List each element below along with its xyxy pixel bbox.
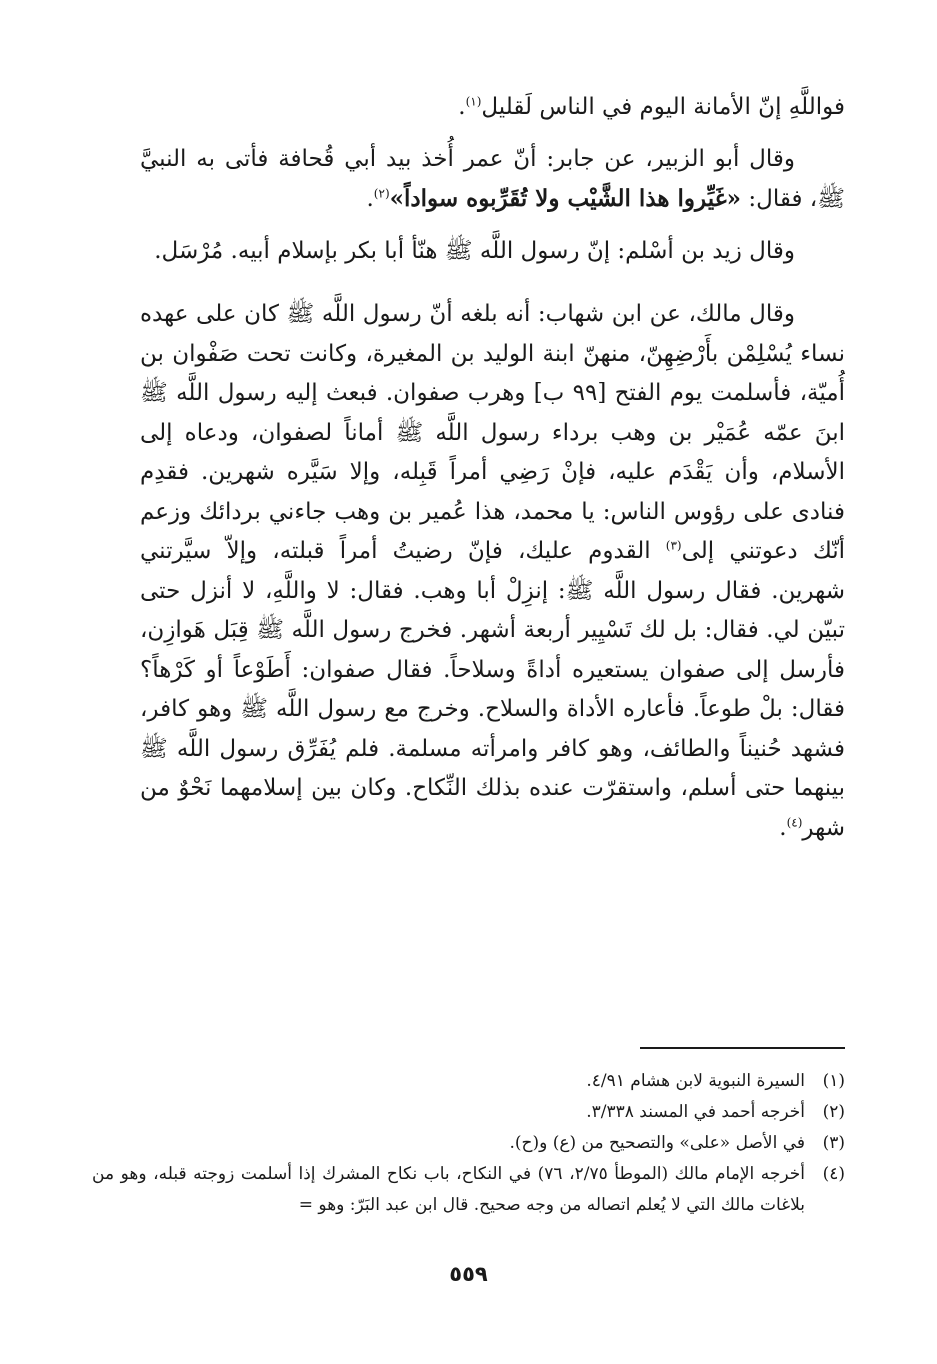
footnote-3 (92, 1128, 845, 1159)
paragraph-2-end: . (366, 186, 374, 212)
footnote-ref-4: (٤) (786, 814, 803, 829)
footnote-4 (92, 1159, 845, 1221)
main-text (140, 88, 845, 848)
prophetic-quote: «غَيِّروا هذا الشَّيْب ولا تُقَرِّبوه سواداً» (389, 185, 742, 212)
paragraph-4 (140, 295, 845, 848)
footnote-text: في الأصل «على» والتصحيح من (ع) و(ح). (509, 1133, 805, 1153)
footnote-number: (٤) (822, 1164, 845, 1184)
footnote-ref-3: (٣) (665, 538, 682, 553)
footnote-2 (92, 1097, 845, 1128)
paragraph-1-text: فواللَّهِ إنّ الأمانة اليوم في الناس لَقليل (481, 94, 845, 120)
footnote-text: أخرجه أحمد في المسند ٣/٣٣٨. (586, 1102, 805, 1122)
footnote-divider (640, 1047, 845, 1049)
paragraph-4-text-a: وقال مالك، عن ابن شهاب: أنه بلغه أنّ رسول اللَّه ﷺ كان على عهده نساء يُسْلِمْن بأَرْضِهِنّ، منهنّ ابنة الوليد بن المغيرة، وكانت تحت صَفْوان بن أُميّة، فأسلمت يوم الفتح [٩٩ ب] وهرب صفوان. فبعث إليه رسول اللَّه ﷺ ابنَ عمّه عُمَيْر بن وهب برداء رسول اللَّه ﷺ أماناً لصفوان، ودعاه إلى الأسلام، وأن يَقْدَم عليه، فإنْ رَضِي أمراً قَبِله، وإلا سَيَّره شهرين. فقدِم فنادى على رؤوس الناس: يا محمد، هذا عُمير بن وهب جاءني بردائك وزعم أنّك دعوتني إلى (140, 301, 845, 564)
paragraph-3 (140, 232, 845, 272)
paragraph-4-text-b: القدوم عليك، فإنّ رضيتُ أمراً قبلته، وإلاّ سيَّرتني شهرين. فقال رسول اللَّه ﷺ: إنزِلْ أبا وهب. فقال: لا واللَّهِ، لا أنزل حتى تبيّن لي. فقال: بل لك تَسْيِير أربعة أشهر. فخرج رسول اللَّه ﷺ قِبَل هَوازِن، فأرسل إلى صفوان يستعيره أداةً وسلاحاً. فقال صفوان: أَطَوْعاً أو كَرْهاً؟ فقال: بلْ طوعاً. فأعاره الأداة والسلاح. وخرج مع رسول اللَّه ﷺ وهو كافر، فشهد حُنيناً والطائف، وهو كافر وامرأته مسلمة. فلم يُفَرِّق رسول اللَّه ﷺ بينهما حتى أسلم، واستقرّت عنده بذلك النِّكاح. وكان بين إسلامهما نَحْوٌ من شهر (140, 538, 845, 841)
page-number: ٥٥٩ (449, 1262, 488, 1286)
footnote-number: (٣) (822, 1133, 845, 1153)
paragraph-4-end: . (779, 814, 787, 841)
paragraph-2 (140, 140, 845, 220)
footnote-number: (٢) (822, 1102, 845, 1122)
footnote-number: (١) (822, 1071, 845, 1091)
footnotes (92, 1066, 845, 1221)
footnote-text: أخرجه الإمام مالك (الموطأ ٢/٧٥، ٧٦) في النكاح، باب نكاح المشرك إذا أسلمت زوجته قبله، وهو من بلاغات مالك التي لا يُعلم اتصاله من وجه صحيح. قال ابن عبد البَرّ: وهو = (92, 1164, 806, 1215)
footnote-ref-1: (١) (465, 94, 482, 109)
paragraph-1 (140, 88, 845, 128)
paragraph-1-end: . (458, 94, 466, 120)
footnote-text: السيرة النبوية لابن هشام ٤/٩١. (586, 1071, 805, 1091)
paragraph-3-text: وقال زيد بن أسْلم: إنّ رسول اللَّه ﷺ هنّأ أبا بكر بإسلام أبيه. مُرْسَل. (154, 237, 795, 264)
paragraph-2-text: وقال أبو الزبير، عن جابر: أنّ عمر أُخذ بيد أبي قُحافة فأتى به النبيَّ ﷺ، فقال: (140, 145, 845, 212)
footnote-1 (92, 1066, 845, 1097)
footnote-ref-2: (٢) (373, 186, 390, 201)
